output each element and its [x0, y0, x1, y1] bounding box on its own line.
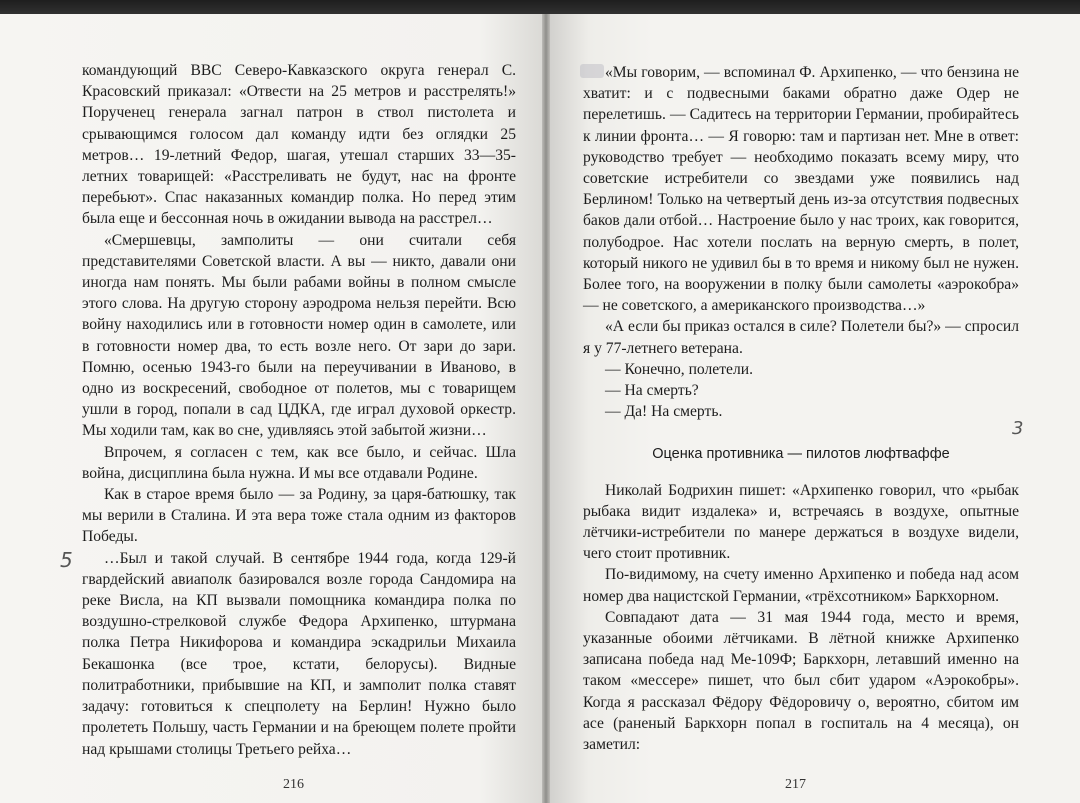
- paragraph: «Мы говорим, — вспоминал Ф. Архипенко, — что бензина не хватит: и с подвесными баками обратно даже Одер не перелетишь. — Садитесь на территории Германии, пробирайтесь к линии фронта… — Я говорю: там и партизан нет. Мне в ответ: руководство требует — необходимо показать всему миру, что советские истребители со звездами уже появились над Берлином! Только на четвертый день из-за отсутствия подвесных баков дали отбой… Настроение было у нас троих, как говорится, полубодрое. Нас хотели послать на верную смерть, в полет, который никого не удивил бы в то время и никому был не нужен. Более того, на вооружении в полку были самолеты «аэрокобра» — не советского, а американского производства…»: [583, 64, 1019, 315]
- paragraph: Совпадают дата — 31 мая 1944 года, место и время, указанные обоими лётчиками. В лётной книжке Архипенко записана победа над Ме-109Ф; Баркхорн, летавший именно на таком «мессере» пишет, что был сбит ударом «Аэрокобры». Когда я рассказал Фёдору Фёдоровичу о, вероятно, сбитом им асе (раненый Баркхорн попал в госпиталь на 4 месяца), он заметил:: [583, 608, 1019, 754]
- paragraph: Как в старое время было — за Родину, за царя-батюшку, так мы верили в Сталина. И эта вера тоже стала одним из факторов Победы.: [82, 486, 516, 546]
- page-number-left: 216: [283, 777, 304, 792]
- page-number-right: 217: [785, 777, 806, 792]
- paragraph: командующий ВВС Северо-Кавказского округа генерал С. Красовский приказал: «Отвести на 25 метров и расстрелять!» Порученец генерала загнал патрон в ствол пистолета и срывающимся голосом дал команду идти без оглядки 25 метров… 19-летний Федор, шагая, утешал старших 33—35-летних товарищей: «Расстреливать не будут, нас на фронте перебьют». Спас наказанных командир полка. Но перед этим была еще и бессонная ночь в ожидании вывода на расстрел…: [82, 62, 516, 228]
- paragraph: «А если бы приказ остался в силе? Полетели бы?» — спросил я у 77-летнего ветерана.: [583, 318, 1019, 357]
- paragraph: По-видимому, на счету именно Архипенко и победа над асом номер два нацистской Германии, «трёхсотником» Баркхорном.: [583, 566, 1019, 605]
- book-gutter: [542, 14, 550, 803]
- paragraph: …Был и такой случай. В сентябре 1944 года, когда 129-й гвардейский авиаполк базировался возле города Сандомира на реке Висла, на КП вызвали помощника командира полка по воздушно-стрелковой службе Федора Архипенко, штурмана полка Петра Никифорова и командира эскадрильи Михаила Бекашонка (все трое, кстати, белорусы). Видные политработники, прибывшие на КП, и замполит полка ставят задачу: готовиться к спецполету на Берлин! Нужно было пролететь Польшу, часть Германии и на бреющем полете пройти над крышами столицы Третьего рейха…: [82, 549, 516, 758]
- right-page-text: [583, 62, 1019, 755]
- pencil-scribble: [580, 64, 604, 78]
- paragraph: Николай Бодрихин пишет: «Архипенко говорил, что «рыбак рыбака видит издалека» и, встречаясь в воздухе, опытные лётчики-истребители по манере держаться в воздухе видели, чего стоит противник.: [583, 481, 1019, 563]
- dialogue-line: — На смерть?: [605, 382, 699, 400]
- dialogue-line: — Да! На смерть.: [605, 403, 723, 421]
- handwritten-margin-mark: 5: [60, 548, 73, 572]
- paragraph: «Смершевцы, замполиты — они считали себя представителями Советской власти. А вы — никто, давали они иногда нам понять. Мы были рабами войны в полном смысле этого слова. На другую сторону аэродрома нельзя перейти. Всю войну находились или в готовности номер один в самолете, или в готовности номер два, то есть возле него. От зари до зари. Помню, осенью 1943-го были на переучивании в Иваново, в одно из воскресений, свободное от полетов, мы с товарищем ушли в город, попали в сад ЦДКА, где играл духовой оркестр. Мы ходили там, как во сне, удивляясь этой забытой жизни…: [82, 231, 516, 440]
- dialogue-line: — Конечно, полетели.: [605, 360, 753, 378]
- handwritten-margin-mark: 3: [1012, 418, 1024, 439]
- section-heading: Оценка противника — пилотов люфтваффе: [652, 446, 950, 463]
- left-page-text: [82, 60, 516, 760]
- paragraph: Впрочем, я согласен с тем, как все было, и сейчас. Шла война, дисциплина была нужна. И мы все отдавали Родине.: [82, 443, 516, 482]
